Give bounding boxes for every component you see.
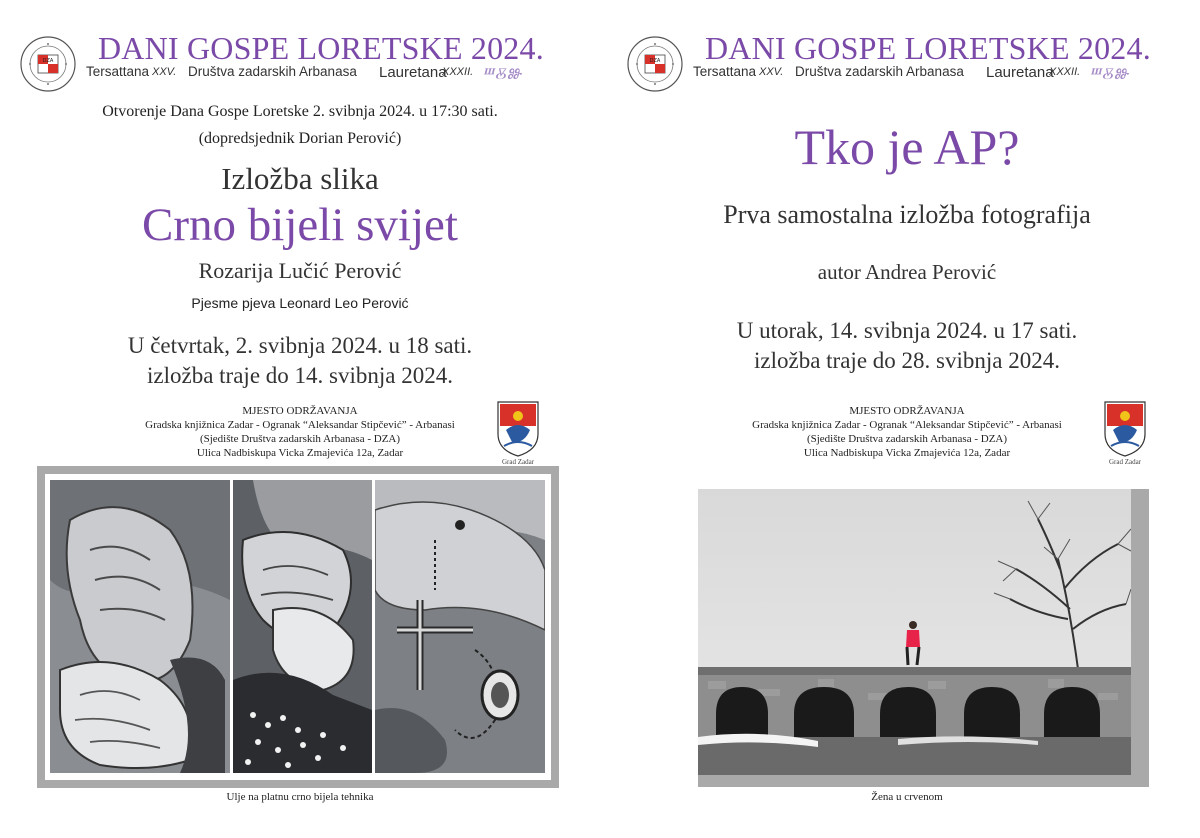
- glagolitic-text: ⰞⰋⰖ: [482, 64, 523, 83]
- venue-line-3: Ulica Nadbiskupa Vicka Zmajevića 12a, Zadar: [803, 447, 1011, 459]
- opening-text: Otvorenje Dana Gospe Loretske 2. svibnja 2024. u 17:30 sati.: [102, 103, 498, 120]
- lauretana-number: XXXII.: [1049, 66, 1081, 78]
- lauretana-number: XXXII.: [442, 66, 474, 78]
- festival-subtitle: [693, 64, 1183, 86]
- poster-tko-je-ap: [607, 0, 1200, 838]
- venue-block: [100, 404, 500, 460]
- painting-frame: [37, 466, 559, 788]
- venue-line-3: Ulica Nadbiskupa Vicka Zmajevića 12a, Zadar: [196, 447, 404, 459]
- author-name: autor Andrea Perović: [817, 260, 997, 284]
- painting-caption: Ulje na platnu crno bijela tehnika: [226, 791, 374, 803]
- date-line-2: izložba traje do 28. svibnja 2024.: [754, 348, 1060, 373]
- photo-woman-on-bridge: [698, 489, 1131, 775]
- tersattana-number: XXV.: [759, 66, 784, 78]
- festival-title: DANI GOSPE LORETSKE 2024.: [705, 30, 1151, 66]
- venue-line-2: (Sjedište Društva zadarskih Arbanasa - DZA): [806, 433, 1008, 445]
- venue-block: [707, 404, 1107, 460]
- tersattana-number: XXV.: [152, 66, 177, 78]
- exhibition-title: Crno bijeli svijet: [142, 199, 458, 251]
- photo-caption: Žena u crvenom: [871, 791, 943, 803]
- glagolitic-text: ⰞⰋⰖ: [1089, 64, 1130, 83]
- society-seal-icon: [627, 36, 683, 92]
- society-seal-icon: [20, 36, 76, 92]
- tersattana-label: Tersattana: [693, 64, 757, 79]
- svg-text:DZA: DZA: [649, 58, 661, 64]
- lauretana-label: Lauretana: [986, 64, 1054, 81]
- date-line-1: U četvrtak, 2. svibnja 2024. u 18 sati.: [127, 333, 473, 358]
- grad-zadar-coat-of-arms-icon: [496, 400, 540, 458]
- painting-panel-hands-cloth: [233, 480, 372, 773]
- lauretana-label: Lauretana: [379, 64, 447, 81]
- exhibition-title: Tko je AP?: [794, 119, 1020, 175]
- festival-title: DANI GOSPE LORETSKE 2024.: [98, 30, 544, 66]
- svg-text:DZA: DZA: [42, 58, 54, 64]
- venue-heading: MJESTO ODRŽAVANJA: [849, 405, 965, 417]
- venue-line-1: Gradska knjižnica Zadar - Ogranak “Aleksandar Stipčević” - Arbanasi: [752, 419, 1062, 431]
- society-name: Društva zadarskih Arbanasa: [795, 64, 964, 79]
- coat-caption: Grad Zadar: [501, 458, 535, 466]
- tersattana-label: Tersattana: [86, 64, 150, 79]
- date-line-1: U utorak, 14. svibnja 2024. u 17 sati.: [736, 318, 1078, 343]
- exhibition-type: Izložba slika: [221, 161, 379, 196]
- author-name: Rozarija Lučić Perović: [198, 258, 402, 283]
- society-name: Društva zadarskih Arbanasa: [188, 64, 357, 79]
- date-line-2: izložba traje do 14. svibnja 2024.: [147, 363, 453, 388]
- exhibition-subtitle: Prva samostalna izložba fotografija: [723, 200, 1091, 229]
- venue-heading: MJESTO ODRŽAVANJA: [242, 405, 358, 417]
- songs-credit: Pjesme pjeva Leonard Leo Perović: [191, 295, 409, 311]
- festival-subtitle: [86, 64, 576, 86]
- painting-panel-hands: [50, 480, 230, 773]
- photo-frame: [698, 489, 1149, 787]
- painting-panel-rosary: [375, 480, 545, 773]
- venue-line-2: (Sjedište Društva zadarskih Arbanasa - DZA): [199, 433, 401, 445]
- opening-by: (dopredsjednik Dorian Perović): [198, 130, 402, 147]
- coat-caption: Grad Zadar: [1108, 458, 1142, 466]
- venue-line-1: Gradska knjižnica Zadar - Ogranak “Aleksandar Stipčević” - Arbanasi: [145, 419, 455, 431]
- grad-zadar-coat-of-arms-icon: [1103, 400, 1147, 458]
